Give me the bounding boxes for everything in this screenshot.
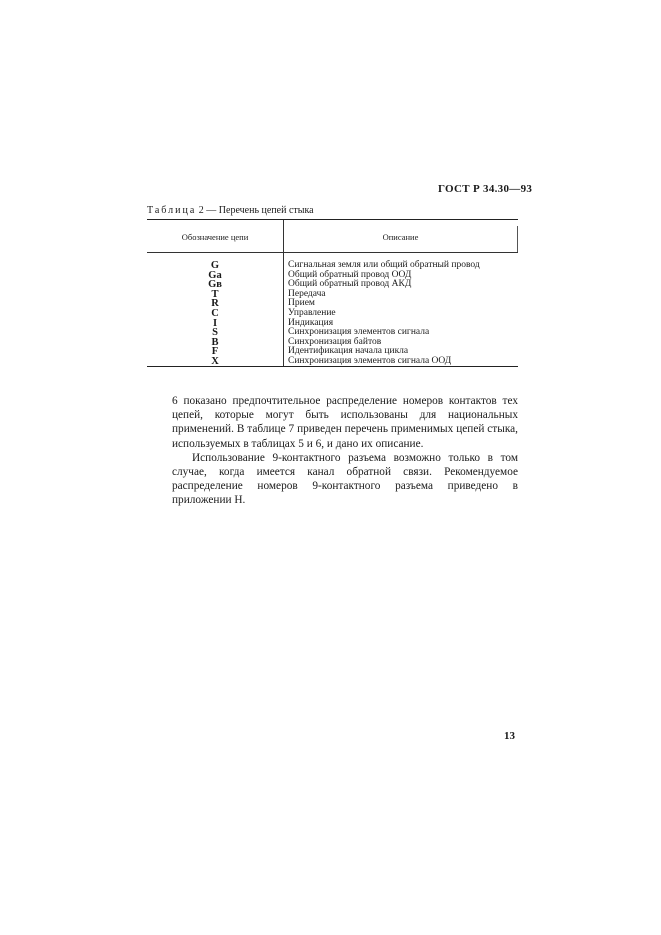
circuit-description: Общий обратный провод ООД: [288, 269, 412, 280]
document-id: ГОСТ Р 34.30—93: [438, 183, 533, 195]
circuit-description: Сигнальная земля или общий обратный провод: [288, 260, 480, 270]
paragraph-contact-distribution: 6 показано предпочтительное распределение номеров контактов тех цепей, которые могут быть использованы для национальных применений. В таблице 7 приведен перечень применимых цепей стыка, используемых в таблицах 5 и 6, и дано их описание.: [172, 395, 518, 450]
circuit-description: Идентификация начала цикла: [288, 346, 409, 357]
page-number: 13: [504, 730, 515, 742]
circuit-code: X: [211, 355, 219, 367]
circuit-description: Синхронизация байтов: [288, 336, 382, 347]
circuit-code: Gв: [208, 279, 222, 291]
header-divider: [147, 252, 518, 253]
circuit-description: Индикация: [288, 317, 334, 328]
table-row: [147, 357, 518, 367]
circuit-description: Общий обратный провод АКД: [288, 279, 412, 290]
circuit-code: B: [211, 336, 219, 348]
table-caption: [147, 205, 314, 216]
circuit-code: G: [210, 260, 220, 271]
body-text: [172, 394, 518, 508]
table-body: [147, 261, 518, 367]
circuit-code: R: [211, 298, 219, 310]
circuit-description: Синхронизация элементов сигнала: [288, 327, 430, 338]
circuit-description: Синхронизация элементов сигнала ООД: [288, 355, 452, 366]
table-caption-text: 2 — Перечень цепей стыка: [198, 205, 314, 216]
table-row: [147, 280, 518, 290]
circuit-code: S: [212, 327, 218, 339]
circuit-code: I: [212, 317, 218, 329]
table-caption-prefix: Таблица: [147, 205, 197, 216]
circuit-code: C: [211, 307, 219, 319]
circuit-code: Ga: [208, 269, 222, 281]
circuit-code: F: [211, 346, 219, 358]
circuit-description: Передача: [288, 288, 326, 299]
table-row: [147, 290, 518, 300]
paragraph-9-pin-connector: Использование 9-контактного разъема возможно только в том случае, когда имеется канал обратной связи. Рекомендуемое распределение номеров 9-контактного разъема приведено в приложении Н.: [172, 451, 518, 507]
circuit-description: Прием: [288, 298, 315, 309]
circuit-code: T: [211, 288, 219, 300]
column-header-code: Обозначение цепи: [181, 232, 249, 242]
circuit-description: Управление: [288, 307, 336, 318]
column-header-description: Описание: [382, 232, 419, 242]
circuits-table: [147, 219, 518, 367]
